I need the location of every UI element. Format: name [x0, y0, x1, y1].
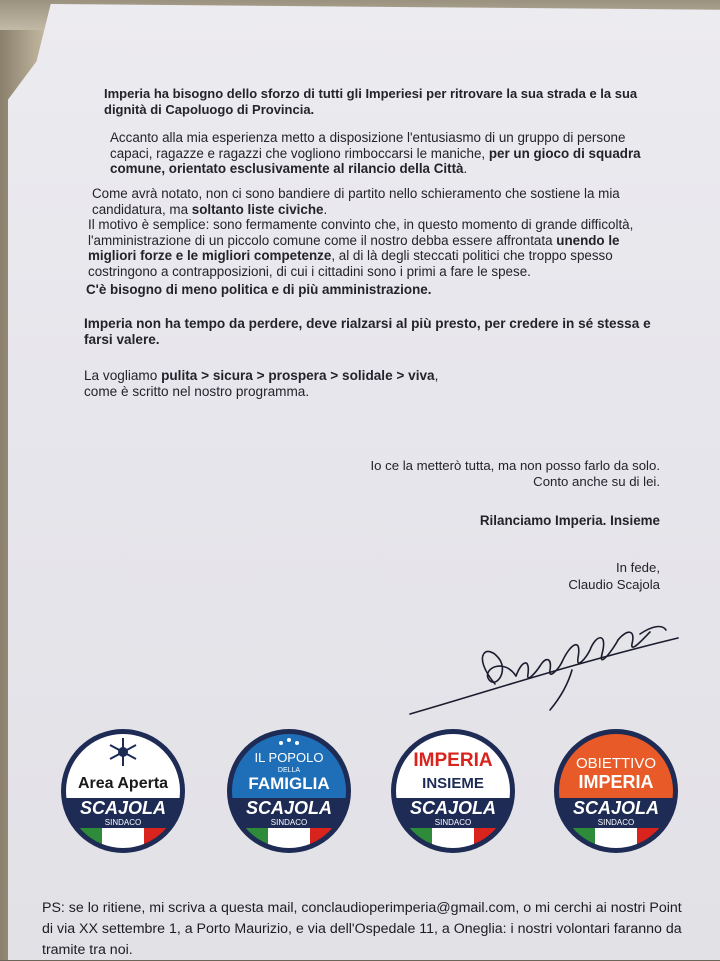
logo-popolo-famiglia — [226, 728, 352, 854]
logo-3-line2: INSIEME — [422, 775, 484, 792]
paragraph-7-emphasis: pulita > sicura > prospera > solidale > viva — [161, 368, 435, 383]
slogan: Rilanciamo Imperia. Insieme — [479, 513, 660, 528]
paragraph-7-text: La vogliamo — [84, 368, 162, 383]
logo-4-line2: IMPERIA — [578, 772, 654, 792]
signer-name: Claudio Scajola — [568, 577, 660, 592]
logo-2-role: SINDACO — [270, 818, 308, 827]
sign-off: In fede, — [616, 560, 660, 575]
logo-2-line2: FAMIGLIA — [248, 774, 330, 793]
paragraph-7 — [84, 368, 644, 400]
paragraph-4-end: , al di là degli steccati politici che troppo spesso costringono a contrapposizioni, di cui i cittadini sono i primi a fare le spese. — [88, 248, 613, 279]
paragraph-2 — [110, 130, 665, 177]
paragraph-2-end: . — [463, 161, 468, 176]
logo-2-line1-small: DELLA — [277, 767, 301, 774]
paragraph-4-text: Il motivo è semplice: sono fermamente convinto che, in questo momento di grande difficoltà, l'amministrazione di un piccolo comune come il nostro debba essere affrontata — [88, 217, 634, 248]
logo-3-name: SCAJOLA — [409, 798, 497, 818]
logo-4-role: SINDACO — [597, 818, 635, 827]
logo-obiettivo-imperia — [553, 728, 679, 854]
paragraph-3-end: . — [323, 201, 328, 217]
paragraph-7-line2: come è scritto nel nostro programma. — [84, 384, 310, 399]
paragraph-4 — [88, 217, 663, 279]
paragraph-2-text: Accanto alla mia esperienza metto a disposizione l'entusiasmo di un gruppo di persone capaci, ragazze e ragazzi che vogliono rimboccarsi le maniche, — [110, 130, 626, 161]
paragraph-2-emphasis: per un gioco di squadra comune, orientato esclusivamente al rilancio della Città — [110, 145, 641, 176]
logo-4-name: SCAJOLA — [572, 798, 660, 818]
paragraph-3-text: Come avrà notato, non ci sono bandiere di partito nello schieramento che sostiene la mia candidatura, ma — [92, 186, 620, 217]
logo-1-line2: Area Aperta — [77, 775, 169, 792]
postscript: PS: se lo ritiene, mi scriva a questa mail, conclaudioperimperia@gmail.com, o mi cerchi ai nostri Point di via XX settembre 1, a Porto Maurizio, e via dell'Ospedale 11, a Oneglia: i nostri volontari faranno da tramite tra noi. — [42, 900, 682, 959]
paragraph-6: Imperia non ha tempo da perdere, deve rialzarsi al più presto, per credere in sé stessa e farsi valere. — [84, 316, 651, 347]
paragraph-3-emphasis: soltanto liste civiche — [191, 201, 324, 217]
logo-area-aperta — [60, 728, 186, 854]
paragraph-1: Imperia ha bisogno dello sforzo di tutti gli Imperiesi per ritrovare la sua strada e la sua dignità di Capoluogo di Provincia. — [104, 86, 638, 117]
paragraph-4-emphasis: unendo le migliori forze e le migliori competenze — [88, 232, 620, 263]
paragraph-3 — [92, 186, 662, 217]
logo-1-role: SINDACO — [104, 818, 142, 827]
logo-1-name: SCAJOLA — [79, 798, 167, 818]
logo-2-name: SCAJOLA — [245, 798, 333, 818]
handwritten-signature — [400, 614, 690, 724]
paragraph-7-comma: , — [434, 368, 439, 383]
logo-2-line1: IL POPOLO — [254, 750, 324, 765]
logo-imperia-insieme — [390, 728, 516, 854]
logo-3-role: SINDACO — [434, 818, 472, 827]
paragraph-5: C'è bisogno di meno politica e di più amministrazione. — [86, 282, 432, 297]
logo-4-line1: OBIETTIVO — [575, 755, 657, 772]
closing-line-2: Conto anche su di lei. — [533, 474, 660, 489]
closing-line-1: Io ce la metterò tutta, ma non posso farlo da solo. — [370, 458, 660, 473]
logo-3-line1: IMPERIA — [413, 750, 493, 771]
